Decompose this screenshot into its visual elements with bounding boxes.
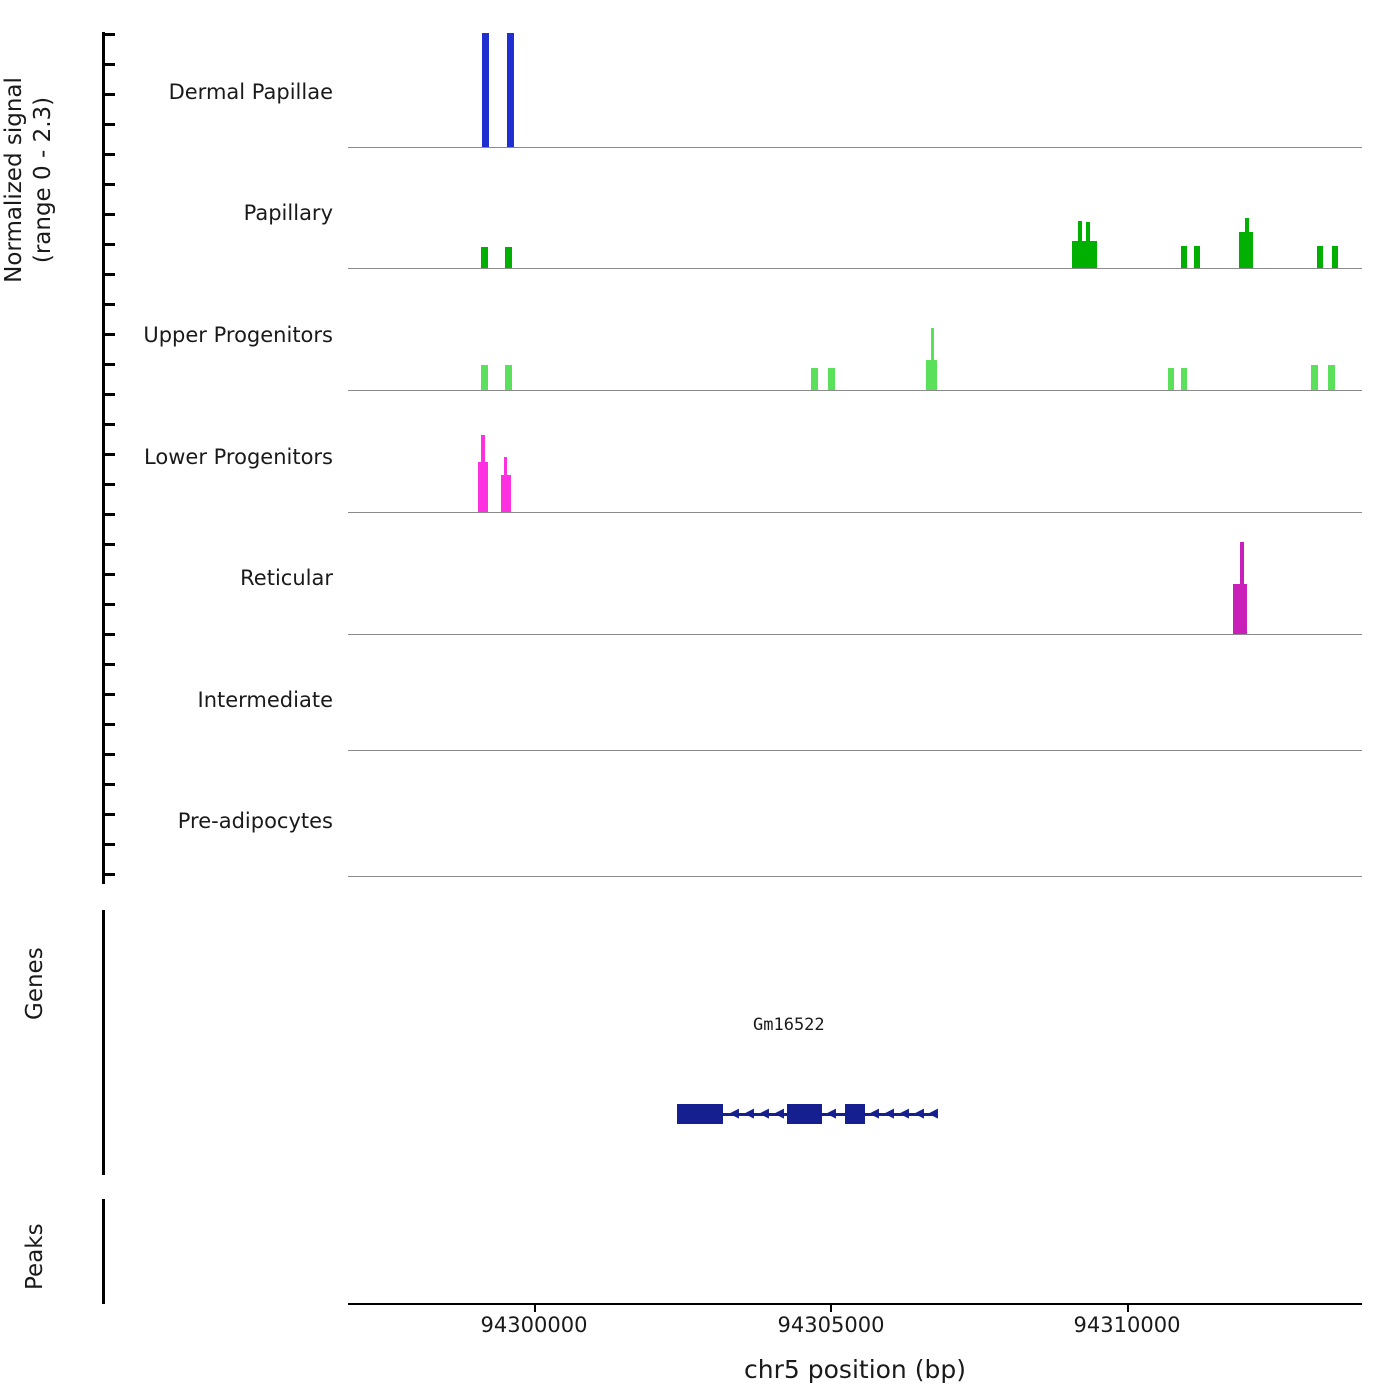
signal-peak (931, 328, 934, 390)
track-baseline (348, 268, 1362, 269)
gene-strand-arrow: ◀ (899, 1106, 909, 1121)
peaks-panel-axis-spine (102, 1199, 105, 1304)
track-lower-progenitors (348, 397, 1362, 513)
track-signal-area (348, 396, 1362, 512)
peaks-panel (348, 1199, 1362, 1304)
genes-panel (348, 980, 1362, 1160)
signal-peak (504, 457, 507, 512)
y-axis-label-line1: Normalized signal (1, 77, 27, 283)
track-label-lower-progenitors: Lower Progenitors (144, 445, 333, 469)
signal-peak (1240, 542, 1244, 634)
track-signal-area (348, 31, 1362, 147)
track-label-intermediate: Intermediate (197, 688, 333, 712)
signal-peak (1311, 365, 1318, 390)
axis-tick (102, 273, 115, 276)
track-signal-area (348, 274, 1362, 390)
axis-tick (102, 873, 115, 876)
y-axis-label (0, 0, 60, 360)
axis-tick (102, 303, 115, 306)
axis-tick (102, 783, 115, 786)
signal-peak (828, 368, 835, 390)
gene-strand-arrow: ◀ (884, 1106, 894, 1121)
axis-tick (102, 753, 115, 756)
gene-strand-arrow: ◀ (869, 1106, 879, 1121)
gene-strand-arrow: ◀ (759, 1106, 769, 1121)
gene-strand-arrow: ◀ (826, 1106, 836, 1121)
gene-strand-arrow: ◀ (914, 1106, 924, 1121)
track-baseline (348, 512, 1362, 513)
track-signal-area (348, 759, 1362, 876)
track-signal-area (348, 518, 1362, 634)
y-axis-label-line2: (range 0 - 2.3) (30, 96, 56, 264)
axis-tick (102, 483, 115, 486)
axis-tick (102, 363, 115, 366)
track-intermediate (348, 641, 1362, 751)
axis-tick (102, 843, 115, 846)
signal-peak (507, 33, 514, 147)
signal-peak (1181, 246, 1187, 268)
axis-tick (102, 513, 115, 516)
track-baseline (348, 750, 1362, 751)
genes-panel-label: Genes (22, 947, 48, 1020)
track-baseline (348, 390, 1362, 391)
signal-peak (1328, 365, 1335, 390)
gene-strand-arrow: ◀ (928, 1106, 938, 1121)
signal-peak (1168, 368, 1174, 390)
axis-tick (102, 393, 115, 396)
x-axis-tick (534, 1305, 536, 1312)
signal-peak (505, 365, 512, 390)
signal-peak (481, 247, 488, 268)
x-axis-tick-label: 94305000 (777, 1313, 885, 1337)
track-label-upper-progenitors: Upper Progenitors (143, 323, 333, 347)
track-dermal-papillae (348, 32, 1362, 148)
x-axis-tick-label: 94310000 (1073, 1313, 1181, 1337)
axis-tick (102, 423, 115, 426)
axis-tick (102, 123, 115, 126)
x-axis-tick (1127, 1305, 1129, 1312)
track-baseline (348, 147, 1362, 148)
track-baseline (348, 634, 1362, 635)
track-upper-progenitors (348, 275, 1362, 391)
axis-tick (102, 33, 115, 36)
genes-panel-axis-spine (102, 910, 105, 1175)
axis-tick (102, 543, 115, 546)
axis-tick (102, 633, 115, 636)
signal-peak (1317, 246, 1323, 268)
axis-tick (102, 243, 115, 246)
signal-peak (482, 33, 489, 147)
signal-peak (1086, 222, 1090, 268)
signal-peak (811, 368, 818, 390)
signal-peak (481, 435, 485, 512)
track-baseline (348, 876, 1362, 877)
track-label-papillary: Papillary (243, 201, 333, 225)
track-papillary (348, 153, 1362, 269)
peaks-panel-label: Peaks (22, 1223, 48, 1290)
x-axis-label: chr5 position (bp) (744, 1355, 966, 1384)
gene-exon (845, 1104, 865, 1124)
signal-peak (1245, 218, 1249, 268)
track-pre-adipocytes (348, 760, 1362, 877)
axis-tick (102, 723, 115, 726)
signal-peak (1181, 368, 1187, 390)
track-label-reticular: Reticular (240, 566, 333, 590)
gene-strand-arrow: ◀ (729, 1106, 739, 1121)
track-label-dermal-papillae: Dermal Papillae (168, 80, 333, 104)
track-signal-area (348, 640, 1362, 750)
signal-peak (481, 365, 488, 390)
signal-peak (505, 247, 512, 268)
axis-tick (102, 63, 115, 66)
axis-tick (102, 183, 115, 186)
gene-strand-arrow: ◀ (774, 1106, 784, 1121)
gene-label-gm16522: Gm16522 (753, 1015, 825, 1035)
track-signal-area (348, 152, 1362, 268)
signal-peak (1194, 246, 1200, 268)
x-axis-line (348, 1303, 1362, 1305)
axis-tick (102, 663, 115, 666)
x-axis-tick (830, 1305, 832, 1312)
track-label-pre-adipocytes: Pre-adipocytes (177, 809, 333, 833)
signal-peak (1078, 221, 1082, 268)
signal-peak (1072, 241, 1097, 268)
axis-tick (102, 603, 115, 606)
track-reticular (348, 519, 1362, 635)
x-axis-tick-label: 94300000 (480, 1313, 588, 1337)
gene-strand-arrow: ◀ (744, 1106, 754, 1121)
axis-tick (102, 153, 115, 156)
gene-exon (677, 1104, 723, 1124)
signal-peak (1332, 246, 1338, 268)
gene-exon (787, 1104, 822, 1124)
